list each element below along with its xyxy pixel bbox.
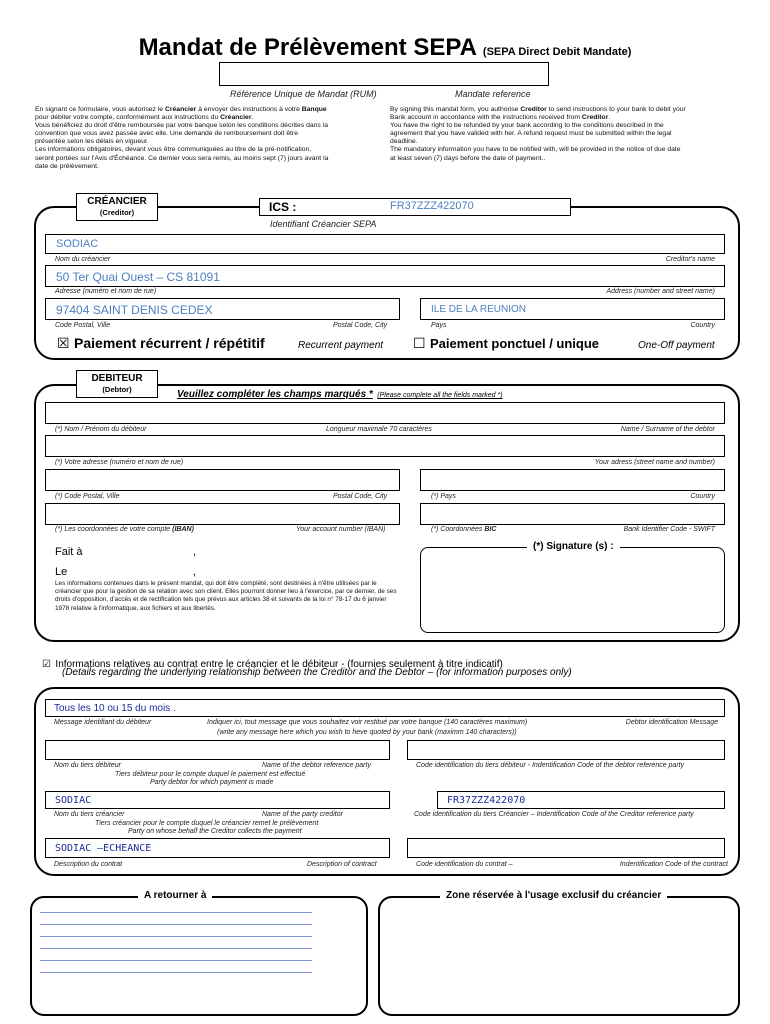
tiers-debiteur-label: Nom du tiers débiteur (54, 762, 121, 769)
tiers-creancier-note2: Party on whose behalf the Creditor collects the payment (128, 828, 302, 835)
intro-segment: seront portées sur l'Avis d'Échéance. Ce dernier vous sera remis, au moins sept (7) jours avant la (35, 154, 329, 162)
debtor-address-field[interactable] (45, 435, 725, 457)
creancier-country-field[interactable] (420, 298, 725, 320)
intro-line (35, 106, 380, 114)
debiteur-instruction-en: (Please complete all the fields marked *) (377, 392, 503, 399)
tiers-creancier-label: Nom du tiers créancier (54, 811, 125, 818)
intro-fr (35, 106, 380, 171)
debtor-name-label-en: Name / Surname of the debtor (620, 426, 715, 433)
debiteur-tab-fr: DEBITEUR (91, 373, 143, 384)
intro-line (390, 114, 735, 122)
creancier-country-value: ILE DE LA REUNION (431, 304, 527, 315)
creancier-country-label-fr: Pays (431, 322, 447, 329)
fait-a-label: Fait à (55, 546, 83, 558)
intro-segment: at least seven (7) days before the date of payment.. (390, 154, 546, 162)
tiers-creancier-value: SODIAC (55, 795, 92, 806)
checkbox-icon[interactable]: ☐ (413, 335, 426, 351)
bic-label-text: (*) Coordonnées (431, 526, 485, 533)
intro-line (390, 155, 735, 163)
debtor-name-max: Longueur maximale 70 caractères (326, 426, 432, 433)
creancier-address-value: 50 Ter Quai Ouest – CS 81091 (56, 270, 220, 284)
debtor-iban-field[interactable] (45, 503, 400, 525)
recurrent-en: Recurrent payment (298, 340, 384, 351)
tiers-creancier-en: Name of the party creditor (262, 811, 343, 818)
creancier-city-value: 97404 SAINT DENIS CEDEX (56, 303, 213, 317)
ics-label: ICS : (269, 200, 297, 214)
tiers-creancier-note1: Tiers créancier pour le compte duquel le créancier remet le prélèvement (95, 820, 319, 827)
debtor-country-label-en: Country (690, 493, 715, 500)
page-title (0, 34, 770, 62)
debtor-city-label-en: Postal Code, City (333, 493, 388, 500)
iban-label-text: (*) Les coordonnées de votre compte (55, 526, 173, 533)
debtor-legal-text: Les informations contenues dans le présent mandat, qui doit être complété, sont destinées à n'être utilisées par le créancier que pour la gestion de sa relation avec son client. Elles pourront donner lieu à l'exercice, par ce dernier, de ses droits d'opposition, d'accès et de rectification tels que prévus aux articles 38 et suivants de la loi n° 78-17 du 6 janvier 1978 relative à l'informatique, aux fichiers et aux libertés. (55, 580, 397, 612)
title-main: Mandat de Prélèvement SEPA (138, 34, 477, 61)
return-title: A retourner à (138, 890, 212, 901)
contract-description-en: Description of contract (307, 861, 377, 868)
rum-input[interactable] (219, 62, 549, 86)
debtor-address-label-fr: (*) Votre adresse (numéro et nom de rue) (55, 459, 184, 466)
tiers-debiteur-en: Name of the debtor reference party (262, 762, 371, 769)
intro-line (35, 155, 380, 163)
tiers-creancier-code-value: FR37ZZZ422070 (447, 795, 526, 806)
debtor-city-label-fr: (*) Code Postal, Ville (55, 493, 120, 500)
intro-segment: Vous bénéficiez du droit d'être remboursée par votre banque selon les conditions décrites dans la (35, 122, 328, 130)
intro-line (35, 130, 380, 138)
intro-segment: date de prélèvement. (35, 162, 99, 170)
title-sub: (SEPA Direct Debit Mandate) (482, 46, 632, 58)
signature-label: (*) Signature (s) : (527, 541, 620, 552)
intro-line (35, 114, 380, 122)
contract-info-title: Informations relatives au contrat entre le créancier et le débiteur - (fournies seulement à titre indicatif) (55, 659, 503, 670)
checked-box-icon[interactable]: ☒ (57, 335, 70, 351)
intro-segment: agreement that you have valided with her. A refund request must be submitted within the legal (390, 130, 672, 138)
intro-segment: deadline. (390, 138, 418, 146)
intro-segment: Les informations obligatoires, devant vous être communiquées au titre de la pré-notification, (35, 146, 312, 154)
intro-segment: pour débiter votre compte, conformément aux instructions du (35, 114, 221, 122)
intro-segment: Creditor (520, 106, 547, 113)
debtor-bic-field[interactable] (420, 503, 725, 525)
intro-segment: convention que vous avez passée avec elle. Une demande de remboursement doit être (35, 130, 298, 138)
creancier-country-label-en: Country (690, 322, 715, 329)
intro-segment: Bank account in accordance with the instructions received from (390, 114, 582, 122)
iban-label-fr (55, 526, 194, 533)
recurrent-payment-option[interactable] (57, 335, 265, 353)
debtor-country-label-fr: (*) Pays (431, 493, 456, 500)
intro-line (390, 146, 735, 154)
creancier-address-label-en: Address (number and street name) (606, 288, 715, 295)
debtor-address-label-en: Your adress (street name and number) (594, 459, 715, 466)
ics-caption: Identifiant Créancier SEPA (270, 219, 377, 229)
tiers-debiteur-code-field[interactable] (407, 740, 725, 760)
intro-segment: Créancier (164, 106, 197, 113)
creancier-tab (76, 193, 158, 221)
intro-line (35, 122, 380, 130)
creancier-address-label-fr: Adresse (numéro et nom de rue) (55, 288, 157, 295)
fait-a-comma: , (193, 546, 197, 558)
contract-code-label: Code identification du contrat – (416, 861, 513, 868)
creancier-name-label-en: Creditor's name (665, 256, 715, 263)
intro-line (35, 138, 380, 146)
intro-segment: By signing this mandat form, you authorise (390, 106, 521, 113)
intro-segment: à envoyer des instructions à votre (196, 106, 302, 113)
debtor-message-field[interactable] (45, 699, 725, 717)
recurrent-label: Paiement récurrent / répétitif (74, 335, 265, 351)
intro-line (35, 163, 380, 171)
intro-line (390, 122, 735, 130)
contract-description-field[interactable] (45, 838, 390, 858)
signature-box[interactable] (420, 547, 725, 633)
intro-en (390, 106, 735, 163)
creancier-city-label-en: Postal Code, City (333, 322, 388, 329)
rum-label-en: Mandate reference (455, 89, 531, 99)
return-address-lines[interactable] (40, 912, 312, 984)
debtor-country-field[interactable] (420, 469, 725, 491)
intro-line (390, 130, 735, 138)
contract-code-en: Indentification Code of the contract (619, 861, 728, 868)
contract-description-value: SODIAC –ECHEANCE (55, 843, 152, 854)
tiers-creancier-code-label: Code identification du tiers Créancier – Indentification Code of the Creditor reference party (414, 811, 694, 818)
intro-segment: The mandatory information you have to be notified with, will be provided in the notice of due date (390, 146, 681, 154)
bic-label-en: Bank Identifier Code - SWIFT (623, 526, 715, 533)
tiers-creancier-code-field[interactable] (437, 791, 725, 809)
le-comma: , (193, 566, 197, 578)
debtor-message-instruction-en: (write any message here which you wish to heve quoted by your bank (maximm 140 characters)) (217, 729, 517, 736)
creancier-name-value: SODIAC (56, 238, 99, 250)
debtor-message-instruction: Indiquer ici, tout message que vous souhaitez voir restitué par votre banque (140 caractères maximum) (207, 719, 528, 726)
ics-value: FR37ZZZ422070 (390, 200, 474, 212)
intro-segment: présentée selon les délais en vigueur. (35, 138, 149, 146)
tiers-debiteur-note2: Party debtor for which payment is made (150, 779, 274, 786)
checked-box-icon-2: ☑ (42, 659, 51, 670)
debtor-message-label-fr: Message identifiant du débiteur (54, 719, 152, 726)
bic-label-fr (431, 526, 496, 533)
rum-label-fr: Référence Unique de Mandat (RUM) (230, 89, 377, 99)
intro-line (390, 138, 735, 146)
tiers-debiteur-field[interactable] (45, 740, 390, 760)
creancier-address-field[interactable] (45, 265, 725, 287)
debtor-city-field[interactable] (45, 469, 400, 491)
bic-bold: BIC (484, 526, 497, 533)
debiteur-instruction-fr: Veuillez compléter les champs marqués * (177, 389, 373, 400)
intro-segment: Creditor (581, 114, 609, 122)
debiteur-tab (76, 370, 158, 398)
intro-line (35, 146, 380, 154)
creancier-name-label-fr: Nom du créancier (55, 256, 111, 263)
oneoff-en: One-Off payment (638, 340, 715, 351)
creancier-name-field[interactable] (45, 234, 725, 254)
creancier-tab-en: (Creditor) (99, 208, 135, 217)
oneoff-label: Paiement ponctuel / unique (430, 336, 600, 351)
intro-segment: Banque (301, 106, 327, 113)
oneoff-payment-option[interactable] (413, 335, 599, 353)
ics-box (259, 198, 571, 216)
creancier-city-field[interactable] (45, 298, 400, 320)
intro-segment: to send instructions to your bank to debit your (546, 106, 686, 113)
debiteur-tab-en: (Debtor) (102, 385, 132, 394)
intro-line (390, 106, 735, 114)
creancier-tab-fr: CRÉANCIER (87, 196, 147, 207)
intro-segment: . (608, 114, 611, 122)
intro-segment: Créancier (220, 114, 252, 122)
tiers-debiteur-note1: Tiers débiteur pour le compte duquel le paiement est effectué (115, 771, 306, 778)
intro-segment: En signant ce formulaire, vous autorisez le (35, 106, 165, 113)
tiers-creancier-field[interactable] (45, 791, 390, 809)
tiers-debiteur-code-label: Code identification du tiers débiteur - Indentification Code of the debtor reference party (416, 762, 685, 769)
debiteur-instruction (177, 384, 503, 402)
contract-code-field[interactable] (407, 838, 725, 858)
intro-segment: You have the right to be refunded by your bank according to the conditions described in the (390, 122, 664, 130)
le-label: Le (55, 566, 68, 578)
iban-label-en: Your account number (IBAN) (296, 526, 386, 533)
reserved-title: Zone réservée à l'usage exclusif du créancier (440, 890, 667, 901)
intro-segment: . (251, 114, 254, 122)
creancier-city-label-fr: Code Postal, Ville (55, 322, 111, 329)
debtor-message-value: Tous les 10 ou 15 du mois . (54, 703, 176, 714)
reserved-box (378, 896, 740, 1016)
debtor-name-label-fr: (*) Nom / Prénom du débiteur (55, 426, 147, 433)
debtor-message-label-en: Debtor identification Message (625, 719, 718, 726)
iban-bold: (IBAN) (172, 526, 194, 533)
contract-info-subtitle: (Details regarding the underlying relationship between the Creditor and the Debtor – (for information purposes only) (62, 667, 572, 678)
debtor-name-field[interactable] (45, 402, 725, 424)
contract-description-label: Description du contrat (54, 861, 123, 868)
